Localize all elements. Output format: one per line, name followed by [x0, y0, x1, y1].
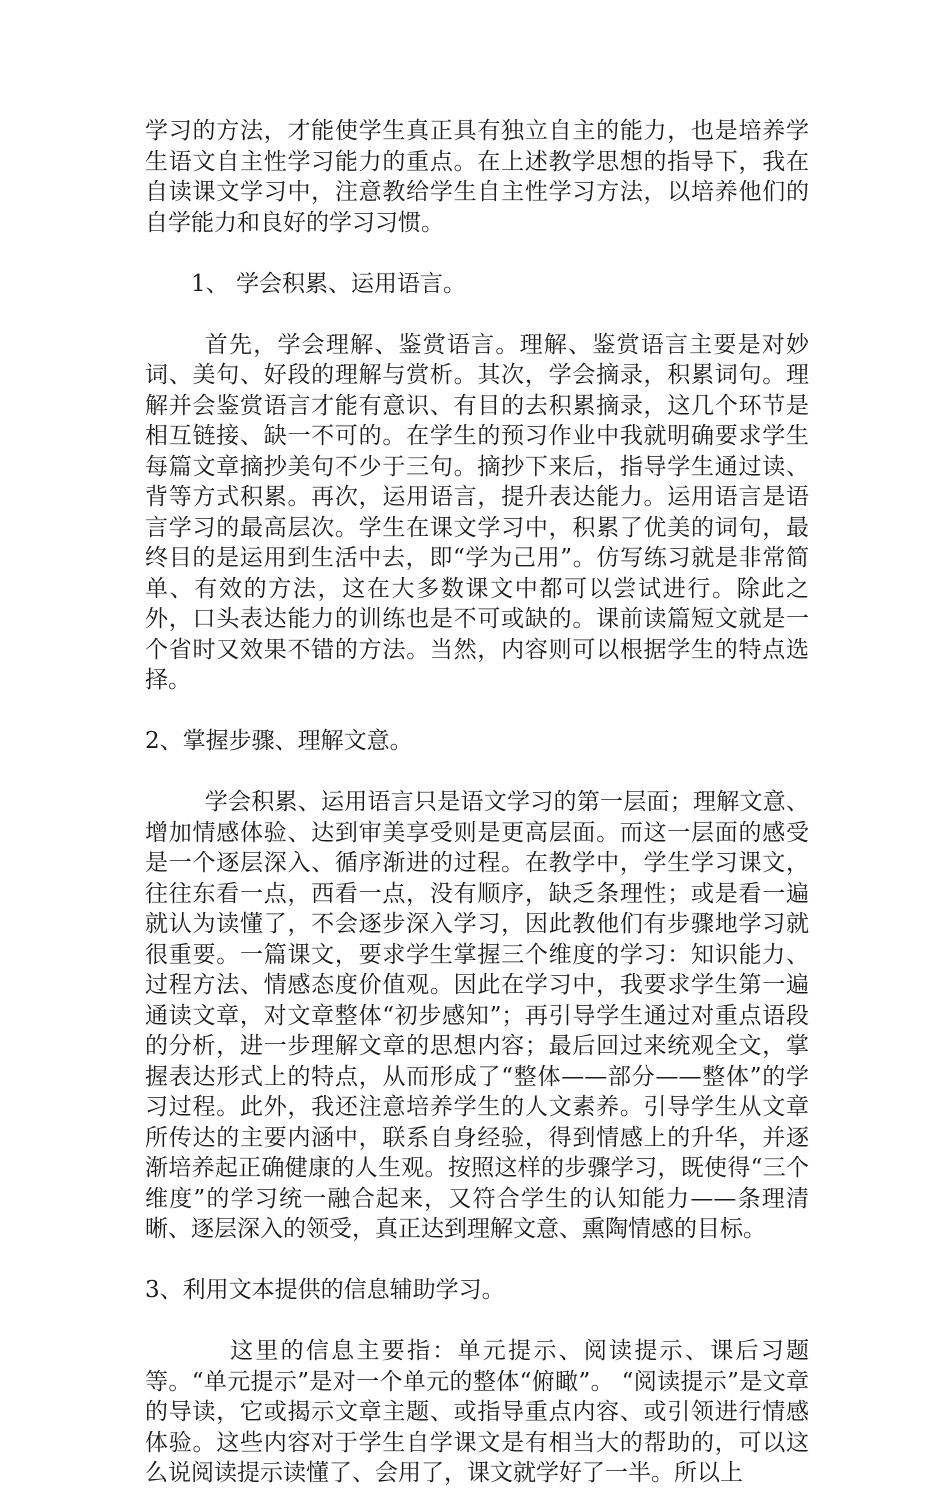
- spacer: [145, 299, 809, 330]
- spacer: [145, 1245, 809, 1276]
- spacer: [145, 696, 809, 727]
- intro-paragraph: 学习的方法，才能使学生真正具有独立自主的能力，也是培养学生语文自主性学习能力的重点。在上述教学思想的指导下，我在自读课文学习中，注意教给学生自主性学习方法，以培养他们的自学能力和良好的学习习惯。: [145, 118, 809, 236]
- spacer: [145, 757, 809, 788]
- section-1-paragraph: 首先，学会理解、鉴赏语言。理解、鉴赏语言主要是对妙词、美句、好段的理解与赏析。其次，学会摘录，积累词句。理解并会鉴赏语言才能有意识、有目的去积累摘录，这几个环节是相互链接、缺一不可的。在学生的预习作业中我就明确要求学生每篇文章摘抄美句不少于三句。摘抄下来后，指导学生通过读、背等方式积累。再次，运用语言，提升表达能力。运用语言是语言学习的最高层次。学生在课文学习中，积累了优美的词句，最终目的是运用到生活中去，即“学为己用”。仿写练习就是非常简单、有效的方法，这在大多数课文中都可以尝试进行。除此之外，口头表达能力的训练也是不可或缺的。课前读篇短文就是一个省时又效果不错的方法。当然，内容则可以根据学生的特点选择。: [145, 331, 809, 693]
- section-3-paragraph: 这里的信息主要指：单元提示、阅读提示、课后习题等。“单元提示”是对一个单元的整体“俯瞰”。 “阅读提示”是文章的导读，它或揭示文章主题、或指导重点内容、或引领进行情感体验。这些内容对于学生自学课文是有相当大的帮助的，可以这么说阅读提示读懂了、会用了，课文就学好了一半。所以上: [145, 1338, 809, 1486]
- section-2-paragraph: 学会积累、运用语言只是语文学习的第一层面；理解文意、增加情感体验、达到审美享受则是更高层面。而这一层面的感受是一个逐层深入、循序渐进的过程。在教学中，学生学习课文，往往东看一点，西看一点，没有顺序，缺乏条理性；或是看一遍就认为读懂了，不会逐步深入学习，因此教他们有步骤地学习就很重要。一篇课文，要求学生掌握三个维度的学习：知识能力、过程方法、情感态度价值观。因此在学习中，我要求学生第一遍通读文章，对文章整体“初步感知”；再引导学生通过对重点语段的分析，进一步理解文章的思想内容；最后回过来统观全文，掌握表达形式上的特点，从而形成了“整体——部分——整体”的学习过程。此外，我还注意培养学生的人文素养。引导学生从文章所传达的主要内涵中，联系自身经验，得到情感上的升华，并逐渐培养起正确健康的人生观。按照这样的步骤学习，既使得“三个维度”的学习统一融合起来，又符合学生的认知能力——条理清晰、逐层深入的领受，真正达到理解文意、熏陶情感的目标。: [145, 789, 809, 1242]
- section-heading-1: 1、 学会积累、运用语言。: [191, 270, 466, 297]
- document-page: [145, 116, 809, 1489]
- section-heading-2: 2、掌握步骤、理解文意。: [145, 728, 413, 754]
- section-heading-3: 3、利用文本提供的信息辅助学习。: [145, 1277, 505, 1303]
- spacer: [145, 238, 809, 269]
- spacer: [145, 1306, 809, 1337]
